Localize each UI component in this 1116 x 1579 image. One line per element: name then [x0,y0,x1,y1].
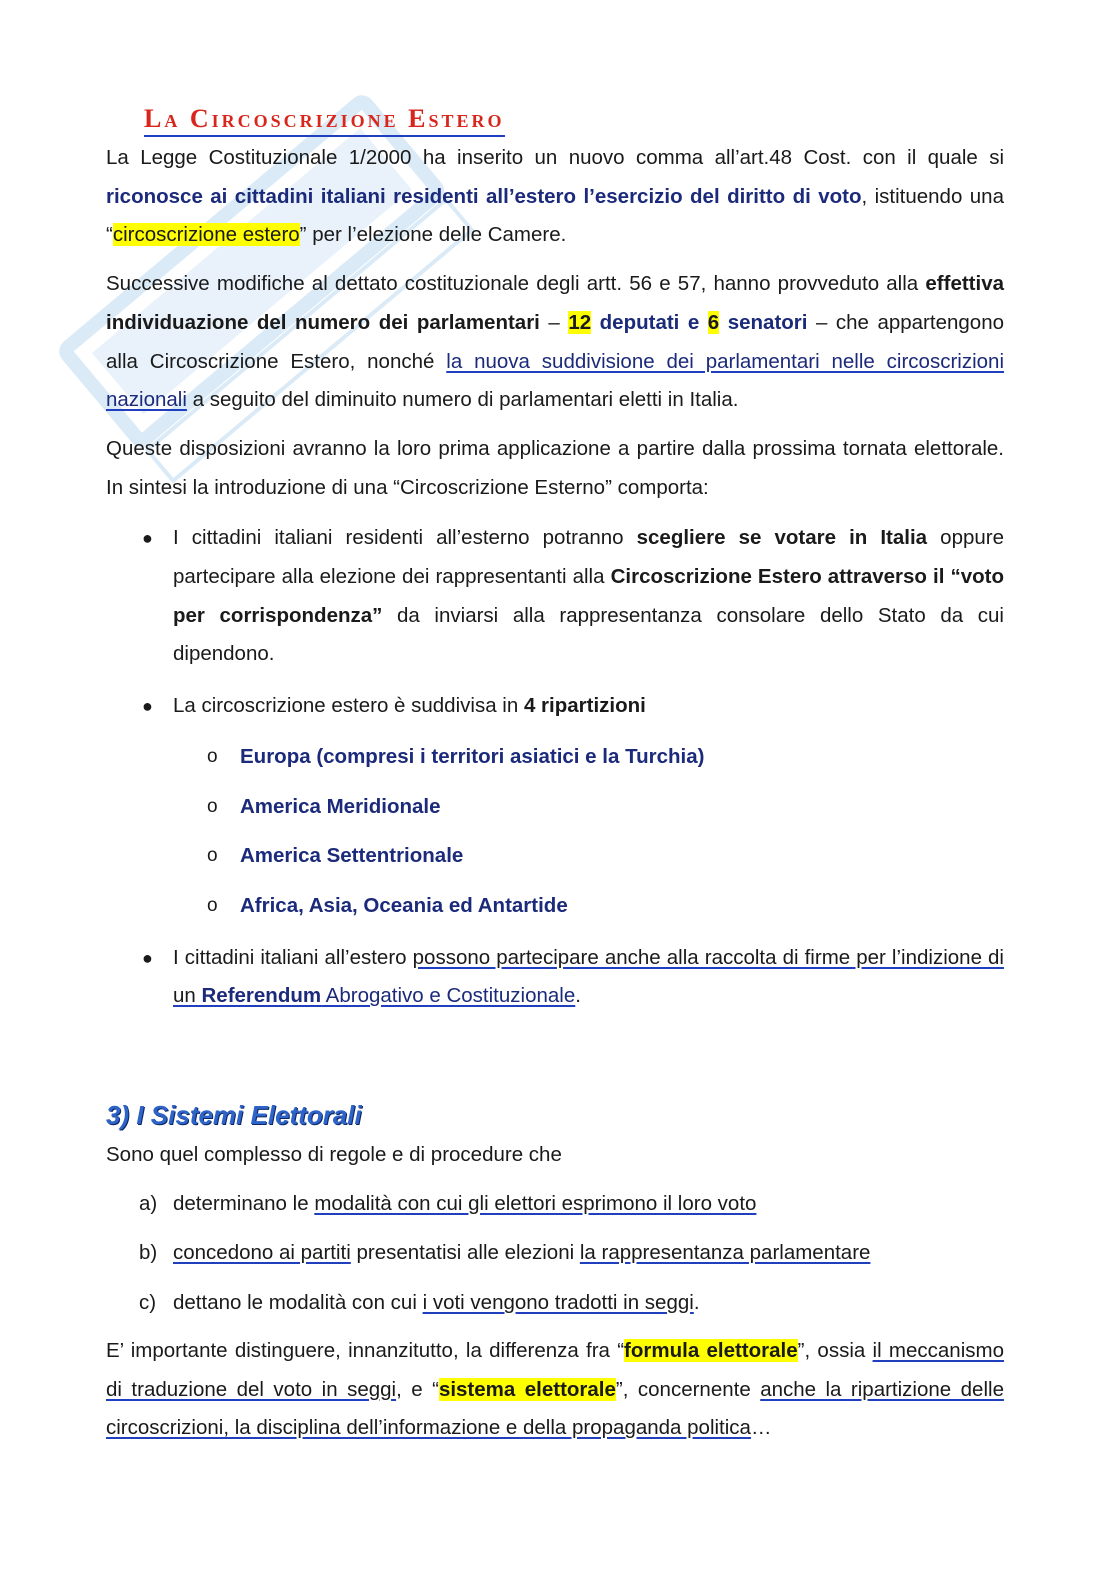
circle-bullet-icon: o [207,795,218,817]
bullet-icon: ● [142,696,153,717]
ripartizione-item: o Africa, Asia, Oceania ed Antartide [173,887,1004,926]
sistemi-list [106,1185,1004,1323]
paragraph-modifiche: Successive modifiche al dettato costituzionale degli artt. 56 e 57, hanno provveduto alla effettiva individuazione del numero dei parlamentari – 12 deputati e 6 senatori – che appartengono alla Circoscrizione Estero, nonché la nuova suddivisione dei parlamentari nelle circoscrizioni nazionali a seguito del diminuito numero di parlamentari eletti in Italia. [106,272,1004,412]
list-item: ● I cittadini italiani all’estero possono partecipare anche alla raccolta di firme per l’indizione di un Referendum Abrogativo e Costituzionale. [106,939,1004,1016]
document-page [106,100,1004,1448]
highlight-circoscrizione: circoscrizione estero [112,223,300,247]
section-title-sistemi: 3) I Sistemi Elettorali [106,1100,362,1131]
circle-bullet-icon: o [207,745,218,767]
circle-bullet-icon: o [207,894,218,916]
bullet-icon: ● [142,528,153,549]
list-item: b) concedono ai partiti presentatisi alle elezioni la rappresentanza parlamentare [139,1241,871,1265]
section-title-estero: La Circoscrizione Estero [144,104,505,137]
list-item: ● I cittadini italiani residenti all’esterno potranno scegliere se votare in Italia oppure partecipare alla elezione dei rappresentanti alla Circoscrizione Estero attraverso il “voto per corrispondenza” da inviarsi alla rappresentanza consolare dello Stato da cui dipendono. [106,519,1004,674]
ripartizione-item: o America Meridionale [173,788,1004,827]
paragraph-intro-sistemi: Sono quel complesso di regole e di procedure che [106,1143,562,1167]
paragraph-legge: La Legge Costituzionale 1/2000 ha inserito un nuovo comma all’art.48 Cost. con il quale si riconosce ai cittadini italiani residenti all’estero l’esercizio del diritto di voto, istituendo una “circoscrizione estero” per l’elezione delle Camere. [106,146,1004,247]
list-item: ● La circoscrizione estero è suddivisa in 4 ripartizioni o Europa (compresi i territori asiatici e la Turchia) o America Meridionale o America Settentrionale o Africa, Asia, Oceania ed Antartide [106,687,1004,926]
ripartizione-item: o America Settentrionale [173,837,1004,876]
list-item: c) dettano le modalità con cui i voti vengono tradotti in seggi. [139,1291,700,1315]
bullet-icon: ● [142,947,153,968]
ripartizioni-list [173,738,1004,926]
paragraph-formula: E’ importante distinguere, innanzitutto, la differenza fra “formula elettorale”, ossia il meccanismo di traduzione del voto in seggi, e “sistema elettorale”, concernente anche la ripartizione delle circoscrizioni, la disciplina dell’informazione e della propaganda politica… [106,1338,1004,1440]
paragraph-disposizioni: Queste disposizioni avranno la loro prima applicazione a partire dalla prossima tornata elettorale. In sintesi la introduzione di una “Circoscrizione Esterno” comporta: [106,436,1004,499]
ripartizione-item: o Europa (compresi i territori asiatici e la Turchia) [173,738,1004,777]
estero-bullet-list [106,519,1004,1016]
circle-bullet-icon: o [207,845,218,867]
list-item: a) determinano le modalità con cui gli elettori esprimono il loro voto [139,1191,757,1215]
